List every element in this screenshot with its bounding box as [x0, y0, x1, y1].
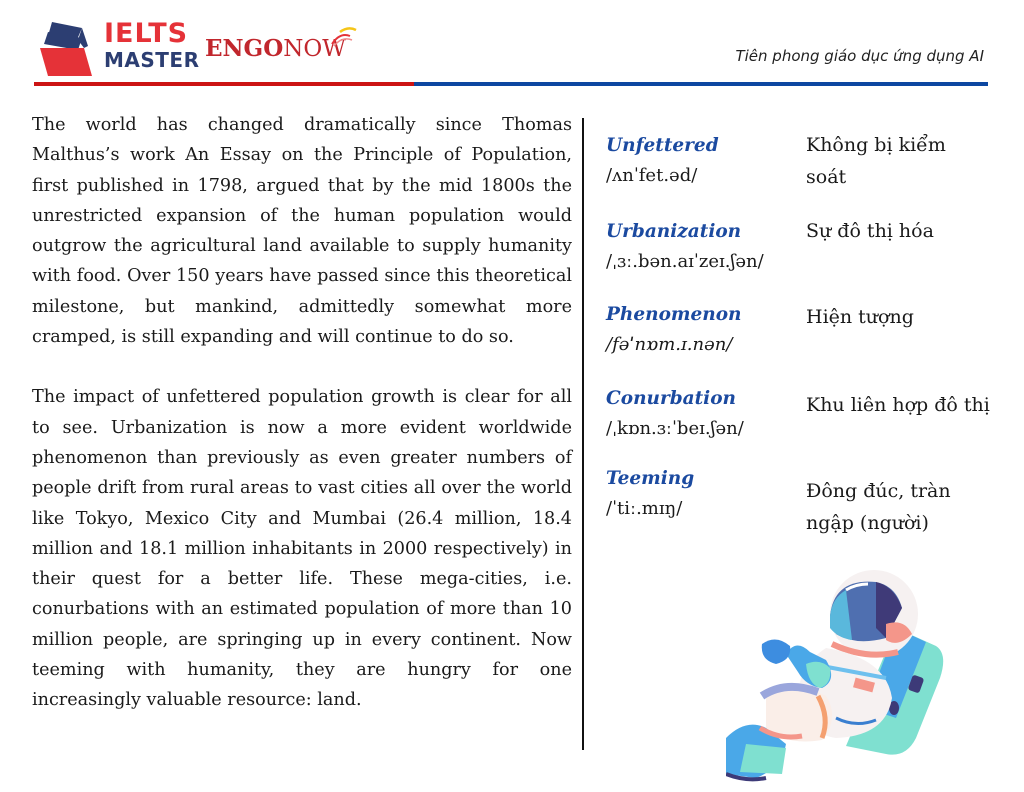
page-header: [0, 0, 1024, 100]
vocab-item-phenomenon: [606, 301, 1016, 385]
reading-passage: [32, 110, 572, 746]
header-rule-red: [34, 82, 414, 86]
logo-ielts-text: IELTS: [104, 18, 189, 49]
vocab-item-unfettered: [606, 132, 1016, 218]
vocab-word: Phenomenon: [606, 304, 742, 325]
vocab-ipa: /ˌkɒn.ɜːˈbeɪ.ʃən/: [606, 418, 744, 439]
vocab-word: Urbanization: [606, 221, 742, 242]
vocab-meaning: Sự đô thị hóa: [806, 220, 934, 242]
logo-engo-bold: ENGO: [205, 35, 284, 62]
vocab-ipa: /fəˈnɒm.ɪ.nən/: [606, 334, 733, 355]
paragraph-2: The impact of unfettered population growth is clear for all to see. Urbanization is now a more evident worldwide phenomenon than previously as even greater numbers of people drift from rural areas to vast cities all over the world like Tokyo, Mexico City and Mumbai (26.4 million, 18.4 million and 18.1 million inhabitants in 2000 respectively) in their quest for a better life. These mega-cities, i.e. conurbations with an estimated population of more than 10 million people, are springing up in every continent. Now teeming with humanity, they are hungry for one increasingly valuable resource: land.: [32, 387, 572, 711]
vocab-meaning: Không bị kiểm soát: [806, 134, 946, 188]
vocabulary-list: [606, 132, 1016, 551]
astronaut-illustration-icon: [726, 568, 962, 782]
vocab-item-conurbation: [606, 385, 1016, 465]
ielts-master-logo-icon: [38, 20, 100, 76]
vocab-ipa: /ˈtiː.mɪŋ/: [606, 498, 683, 519]
vocab-word: Conurbation: [606, 388, 736, 409]
vocab-item-teeming: [606, 465, 1016, 551]
header-rule-blue: [414, 82, 988, 86]
tagline: Tiên phong giáo dục ứng dụng AI: [735, 47, 984, 65]
vocab-ipa: /ˌɜː.bən.aɪˈzeɪ.ʃən/: [606, 251, 764, 272]
vocab-item-urbanization: [606, 218, 1016, 301]
vocab-meaning: Hiện tượng: [806, 306, 914, 328]
vocab-word: Unfettered: [606, 135, 719, 156]
vocab-meaning: Khu liên hợp đô thị: [806, 394, 990, 416]
logo-master-text: MASTER: [104, 48, 200, 72]
paragraph-1: The world has changed dramatically since Thomas Malthus’s work An Essay on the Principle of Population, first published in 1798, argued that by the mid 1800s the unrestricted expansion of the human population would outgrow the agricultural land available to supply humanity with food. Over 150 years have passed since this theoretical milestone, but mankind, admittedly somewhat more cramped, is still expanding and will continue to do so.: [32, 115, 572, 348]
logo-engo-light: NOW: [283, 36, 346, 62]
vocab-ipa: /ʌnˈfet.əd/: [606, 165, 698, 186]
column-divider: [582, 118, 584, 750]
engonow-logo: [205, 36, 346, 62]
vocab-meaning: Đông đúc, tràn ngập (người): [806, 480, 951, 534]
open-book-icon: [330, 26, 358, 48]
vocab-word: Teeming: [606, 468, 695, 489]
